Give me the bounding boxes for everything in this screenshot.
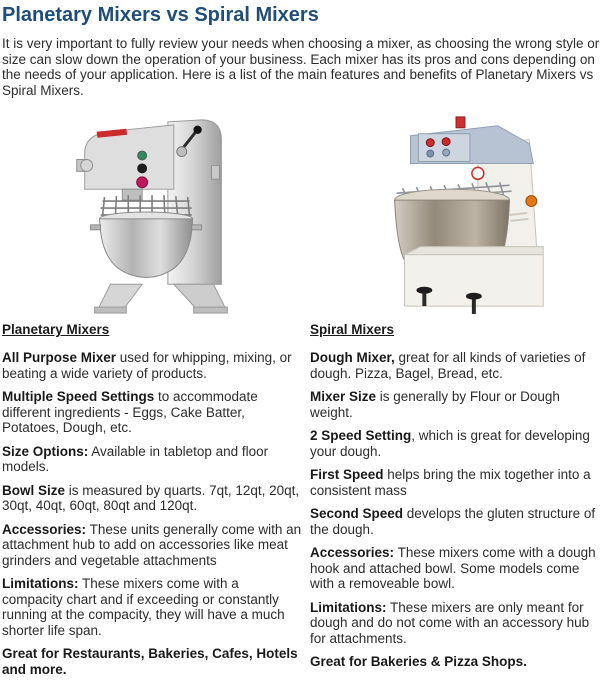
feature-lead: Dough Mixer, — [310, 350, 395, 365]
feature-item — [2, 522, 302, 569]
feature-text: is generally by Flour or Dough weight. — [310, 389, 560, 420]
feature-text: , which is great for developing your dough. — [310, 428, 590, 459]
feature-lead: Bowl Size — [2, 482, 66, 498]
feature-lead: 2 Speed Setting — [310, 428, 412, 443]
feature-text: to accommodate different ingredients - Eggs, Cake Batter, Potatoes, Dough, etc. — [2, 389, 258, 435]
feature-text: These mixers are only meant for dough and do not come with an accessory hub for attachments. — [310, 599, 590, 646]
feature-text: great for all kinds of varieties of dough. Pizza, Bagel, Bread, etc. — [310, 350, 586, 381]
feature-lead: Size Options: — [2, 443, 89, 459]
feature-item — [2, 444, 302, 475]
feature-text: Available in tabletop and floor models. — [2, 443, 269, 474]
spiral-summary: Great for Bakeries & Pizza Shops. — [310, 654, 527, 669]
feature-item — [310, 389, 602, 420]
feature-item — [310, 545, 602, 592]
spiral-heading: Spiral Mixers — [310, 322, 395, 337]
planetary-mixer-illustration — [53, 106, 259, 316]
intro-paragraph: It is very important to fully review your needs when choosing a mixer, as choosing the wrong style or size can slow down the operation of your business. Each mixer has its pros and cons depending on the needs of your application. Here is a list of the main features and benefits of Planetary Mixers vs Spiral Mixers. — [2, 36, 600, 98]
planetary-mixer-image — [2, 104, 310, 318]
feature-item — [310, 506, 602, 537]
feature-text: These units generally come with an attachment hub to add on accessories like meat grinders and vegetable attachments — [2, 521, 302, 568]
feature-text: These mixers come with a compacity chart and if exceeding or constantly running at the compacity, they will have a much shorter life span. — [2, 576, 285, 638]
spiral-mixer-illustration — [357, 106, 563, 316]
comparison-columns — [2, 318, 612, 683]
feature-item — [310, 350, 602, 381]
spiral-mixer-image — [310, 104, 610, 318]
spiral-column — [310, 318, 610, 683]
feature-lead: Accessories: — [310, 545, 395, 560]
feature-lead: Second Speed — [310, 506, 404, 521]
planetary-column — [2, 318, 310, 683]
feature-item — [310, 428, 602, 459]
feature-lead: Multiple Speed Settings — [2, 389, 155, 404]
feature-lead: Limitations: — [310, 599, 387, 615]
feature-lead: Mixer Size — [310, 389, 377, 404]
feature-text: is measured by quarts. 7qt, 12qt, 20qt, 30qt, 40qt, 60qt, 80qt and 120qt. — [2, 482, 300, 513]
feature-item — [310, 600, 602, 647]
feature-lead: All Purpose Mixer — [2, 350, 117, 365]
feature-text: used for whipping, mixing, or beating a wide variety of products. — [2, 350, 292, 381]
feature-item — [2, 576, 302, 638]
feature-item — [2, 389, 302, 436]
feature-text: These mixers come with a dough hook and attached bowl. Some models come with a removeable bowl. — [310, 545, 596, 591]
feature-text: develops the gluten structure of the dough. — [310, 506, 596, 537]
page-title: Planetary Mixers vs Spiral Mixers — [2, 4, 319, 26]
planetary-summary: Great for Restaurants, Bakeries, Cafes, Hotels and more. — [2, 646, 298, 677]
feature-lead: Accessories: — [2, 521, 87, 537]
feature-lead: First Speed — [310, 467, 384, 482]
feature-text: helps bring the mix together into a consistent mass — [310, 467, 591, 498]
feature-item — [2, 483, 302, 514]
planetary-heading: Planetary Mixers — [2, 322, 110, 337]
feature-item — [2, 350, 302, 381]
product-images-row — [2, 104, 612, 318]
feature-item — [310, 467, 602, 498]
feature-lead: Limitations: — [2, 576, 79, 591]
